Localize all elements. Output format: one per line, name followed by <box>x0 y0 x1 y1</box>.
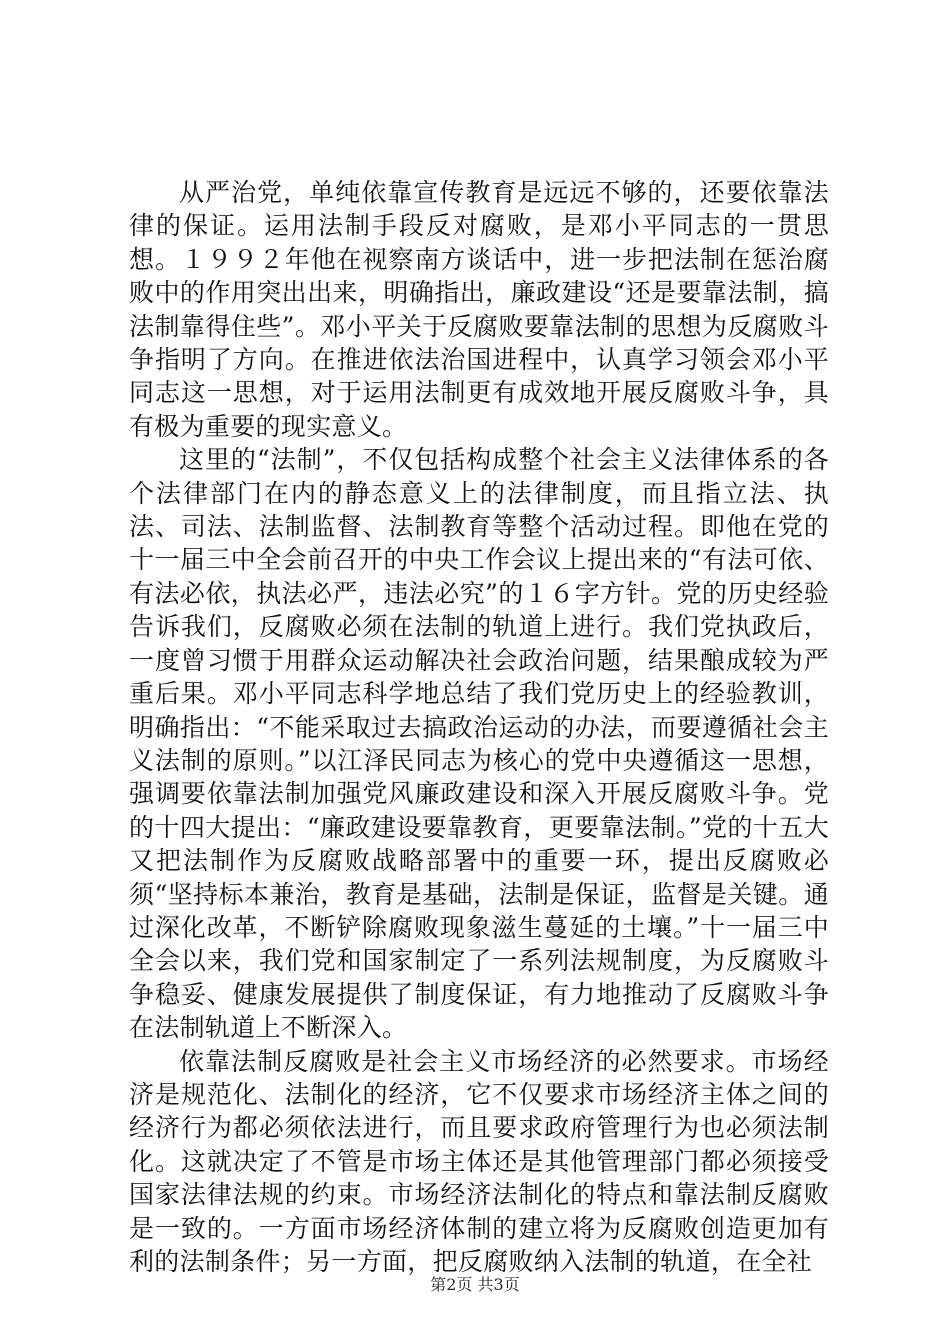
paragraph-1: 从严治党，单纯依靠宣传教育是远远不够的，还要依靠法律的保证。运用法制手段反对腐败，是邓小平同志的一贯思想。１９９２年他在视察南方谈话中，进一步把法制在惩治腐败中的作用突出出来，明确指出，廉政建设“还是要靠法制，搞法制靠得住些”。邓小平关于反腐败要靠法制的思想为反腐败斗争指明了方向。在推进依法治国进程中，认真学习领会邓小平同志这一思想，对于运用法制更有成效地开展反腐败斗争，具有极为重要的现实意义。 <box>129 178 829 441</box>
paragraph-3: 依靠法制反腐败是社会主义市场经济的必然要求。市场经济是规范化、法制化的经济，它不仅要求市场经济主体之间的经济行为都必须依法进行，而且要求政府管理行为也必须法制化。这就决定了不管是市场主体还是其他管理部门都必须接受国家法律法规的约束。市场经济法制化的特点和靠法制反腐败是一致的。一方面市场经济体制的建立将为反腐败创造更加有利的法制条件；另一方面，把反腐败纳入法制的轨道，在全社 <box>129 1046 829 1276</box>
paragraph-2: 这里的“法制”，不仅包括构成整个社会主义法律体系的各个法律部门在内的静态意义上的法律制度，而且指立法、执法、司法、法制监督、法制教育等整个活动过程。即他在党的十一届三中全会前召开的中央工作会议上提出来的“有法可依、有法必依，执法必严，违法必究”的１６字方针。党的历史经验告诉我们，反腐败必须在法制的轨道上进行。我们党执政后，一度曾习惯于用群众运动解决社会政治问题，结果酿成较为严重后果。邓小平同志科学地总结了我们党历史上的经验教训，明确指出：“不能采取过去搞政治运动的办法，而要遵循社会主义法制的原则。”以江泽民同志为核心的党中央遵循这一思想，强调要依靠法制加强党风廉政建设和深入开展反腐败斗争。党的十四大提出：“廉政建设要靠教育，更要靠法制。”党的十五大又把法制作为反腐败战略部署中的重要一环，提出反腐败必须“坚持标本兼治，教育是基础，法制是保证，监督是关键。通过深化改革，不断铲除腐败现象滋生蔓延的土壤。”十一届三中全会以来，我们党和国家制定了一系列法规制度，为反腐败斗争稳妥、健康发展提供了制度保证，有力地推动了反腐败斗争在法制轨道上不断深入。 <box>129 445 829 1043</box>
page-number-footer: 第2页 共3页 <box>430 1275 520 1294</box>
document-body <box>129 176 829 1278</box>
